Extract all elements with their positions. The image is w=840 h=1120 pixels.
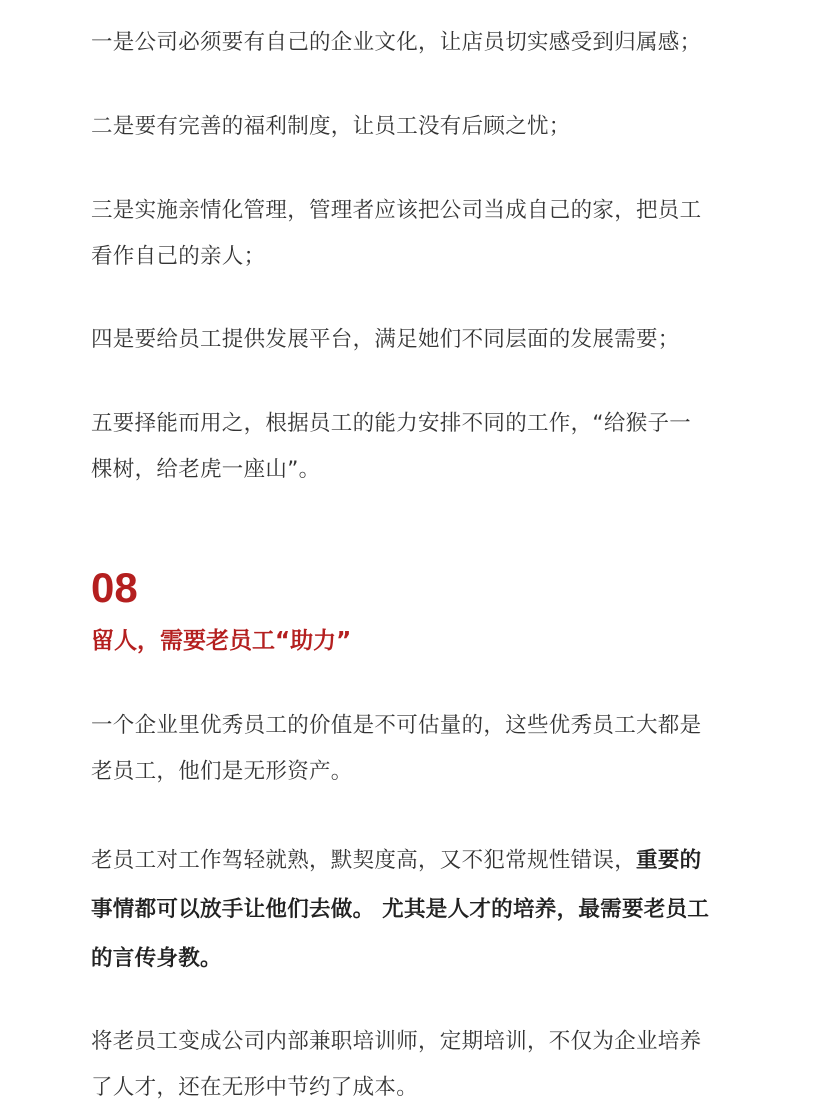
- paragraph-text-line: 一个企业里优秀员工的价值是不可估量的，这些优秀员工大都是: [91, 713, 702, 738]
- paragraph-text-line: 三是实施亲情化管理，管理者应该把公司当成自己的家，把员工: [91, 198, 702, 223]
- paragraph-welfare: [91, 104, 571, 150]
- paragraph-right-person: [91, 401, 691, 493]
- paragraph-internal-trainer: [91, 1019, 701, 1111]
- paragraph-text-line: 老员工，他们是无形资产。: [91, 759, 353, 784]
- paragraph-text: 二是要有完善的福利制度，让员工没有后顾之忧；: [91, 114, 571, 139]
- normal-text: 老员工对工作驾轻就熟，默契度高，又不犯常规性错误，: [91, 848, 637, 873]
- paragraph-text-line: 棵树，给老虎一座山”。: [91, 457, 321, 482]
- paragraph-text-line: 将老员工变成公司内部兼职培训师，定期培训，不仅为企业培养: [91, 1029, 702, 1054]
- paragraph-text-line: 五要择能而用之，根据员工的能力安排不同的工作，“给猴子一: [91, 411, 692, 436]
- paragraph-culture: [91, 20, 701, 66]
- emphasis-text-line: 事情都可以放手让他们去做。 尤其是人才的培养，最需要老员工: [91, 897, 710, 922]
- paragraph-text-line: 看作自己的亲人；: [91, 244, 266, 269]
- paragraph-senior-staff-role: [91, 836, 709, 983]
- paragraph-text-line: [91, 836, 709, 885]
- paragraph-development-platform: [91, 317, 680, 363]
- paragraph-text-line: 了人才，还在无形中节约了成本。: [91, 1075, 419, 1100]
- emphasis-text: 重要的: [636, 848, 702, 873]
- paragraph-text: 四是要给员工提供发展平台，满足她们不同层面的发展需要；: [91, 327, 680, 352]
- section-title: 留人，需要老员工“助力”: [91, 628, 352, 654]
- paragraph-family-management: [91, 188, 701, 280]
- section-number: 08: [91, 564, 138, 611]
- paragraph-text: 一是公司必须要有自己的企业文化，让店员切实感受到归属感；: [91, 30, 702, 55]
- emphasis-text-line: 的言传身教。: [91, 946, 222, 971]
- paragraph-senior-staff-value: [91, 703, 701, 795]
